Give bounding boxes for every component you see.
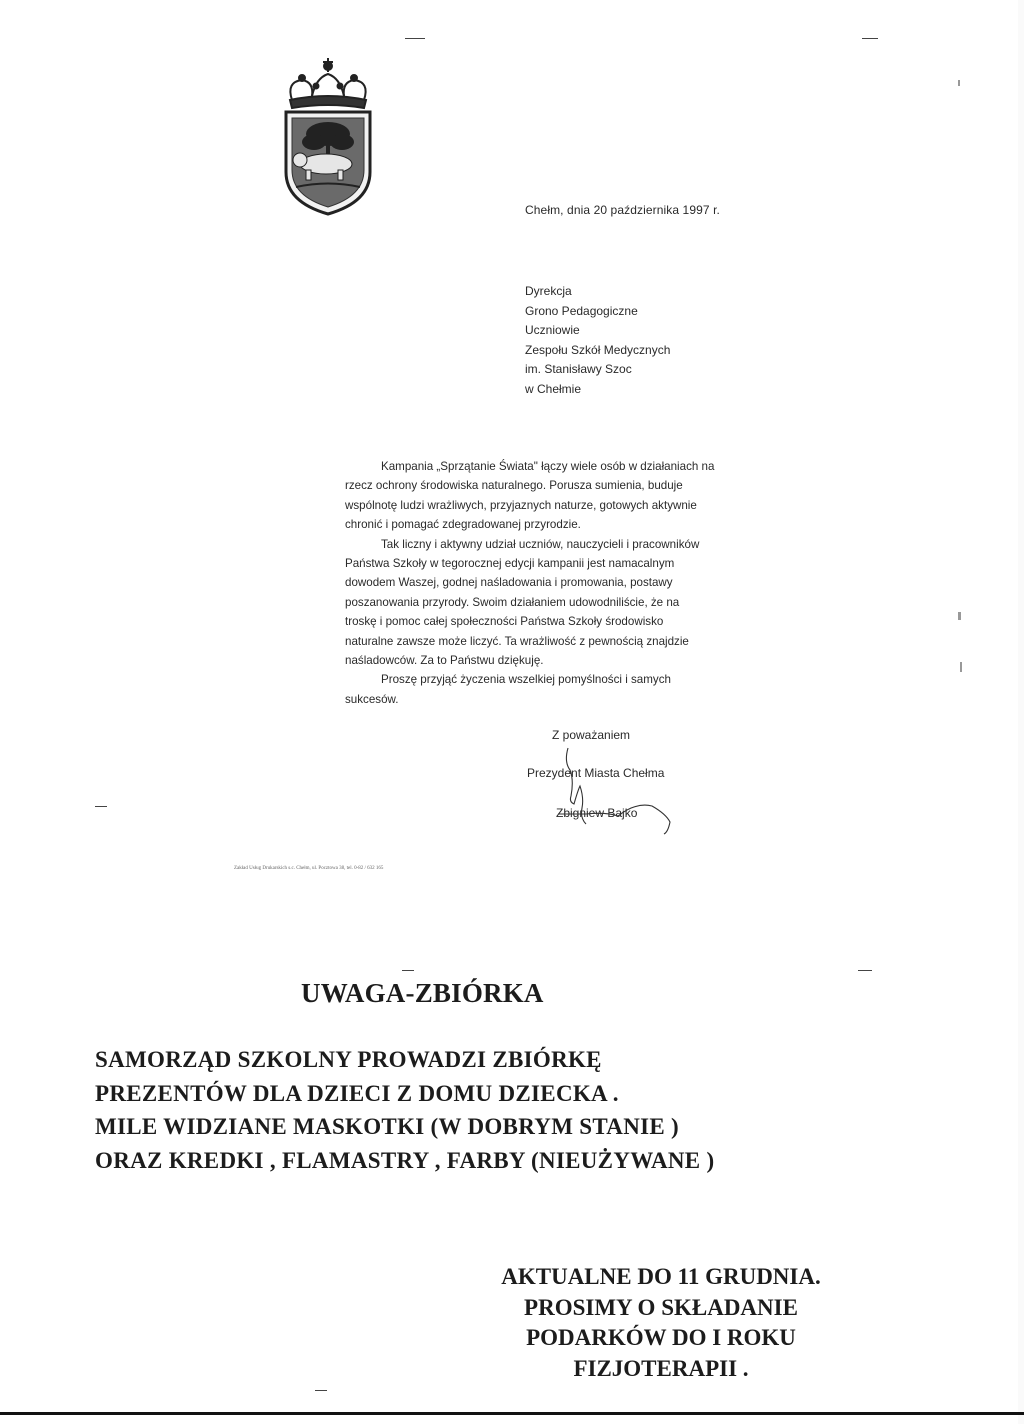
body-line: rzecz ochrony środowiska naturalnego. Porusza sumienia, buduje [345, 479, 683, 493]
letter-date: Chełm, dnia 20 października 1997 r. [525, 203, 720, 217]
body-line: wspólnotę ludzi wrażliwych, przyjaznych naturze, gotowych aktywnie [345, 498, 697, 512]
body-line: naśladowców. Za to Państwu dziękuję. [345, 654, 544, 668]
scan-speck [960, 662, 962, 672]
announcement-title: UWAGA-ZBIÓRKA [301, 978, 544, 1008]
body-line: Kampania „Sprzątanie Świata" łączy wiele osób w działaniach na [381, 460, 715, 473]
scan-mark [315, 1390, 327, 1391]
announcement-line: PREZENTÓW DLA DZIECI Z DOMU DZIECKA . [95, 1080, 619, 1106]
recipient-line: Dyrekcja [525, 284, 572, 298]
scan-mark [95, 806, 107, 807]
announcement-line: SAMORZĄD SZKOLNY PROWADZI ZBIÓRKĘ [95, 1047, 602, 1072]
body-line: poszanowania przyrody. Swoim działaniem udowodniliście, że na [345, 595, 680, 609]
recipient-line: Zespołu Szkół Medycznych [525, 342, 671, 357]
signer-name: Zbigniew Bajko [556, 806, 638, 820]
announcement-line: MILE WIDZIANE MASKOTKI (W DOBRYM STANIE ) [95, 1114, 680, 1139]
scan-speck [958, 80, 960, 86]
announcement-footer [461, 1262, 861, 1384]
body-line: Proszę przyjąć życzenia wszelkiej pomyślności i samych [381, 673, 671, 687]
recipient-line: Grono Pedagogiczne [525, 303, 638, 318]
letter-body [345, 457, 745, 709]
scan-mark [405, 38, 425, 39]
scan-edge [1018, 0, 1024, 1424]
letterhead-footer-note: Zakład Usług Drukarskich s.c. Chełm, ul. Pocztowa 38, tel. 0-82 / 632 165 [234, 866, 384, 871]
announcement-body [95, 1043, 714, 1177]
recipient-block [525, 282, 670, 400]
scan-mark [862, 38, 878, 39]
signer-title: Prezydent Miasta Chełma [527, 766, 665, 780]
recipient-line: Uczniowie [525, 323, 580, 338]
coat-of-arms-icon [268, 52, 388, 217]
scan-bottom-edge [0, 1412, 1024, 1415]
body-line: troskę i pomoc całej społeczności Państwa Szkoły środowisko [345, 615, 664, 629]
body-line: chronić i pomagać zdegradowanej przyrodzie. [345, 518, 581, 532]
handwritten-signature [540, 740, 690, 840]
body-line: naturalne zawsze może liczyć. Ta wrażliwość z pewnością znajdzie [345, 634, 689, 648]
scan-speck [958, 612, 961, 620]
body-line: sukcesów. [345, 692, 399, 706]
announcement-footer-line: PROSIMY O SKŁADANIE [524, 1294, 798, 1320]
body-line: Państwa Szkoły w tegorocznej edycji kampanii jest namacalnym [345, 557, 675, 571]
body-line: dowodem Waszej, godnej naśladowania i promowania, postawy [345, 576, 673, 590]
announcement-footer-line: AKTUALNE DO 11 GRUDNIA. [501, 1264, 821, 1289]
announcement-line: ORAZ KREDKI , FLAMASTRY , FARBY (NIEUŻYWANE ) [95, 1147, 715, 1173]
recipient-line: im. Stanisławy Szoc [525, 362, 632, 377]
closing-line: Z poważaniem [552, 728, 631, 742]
scan-mark [858, 970, 872, 971]
announcement-footer-line: FIZJOTERAPII . [573, 1355, 749, 1381]
scan-mark [402, 970, 414, 971]
body-line: Tak liczny i aktywny udział uczniów, nauczycieli i pracowników [381, 537, 700, 551]
recipient-line: w Chełmie [525, 381, 582, 396]
announcement-footer-line: PODARKÓW DO I ROKU [526, 1325, 796, 1350]
